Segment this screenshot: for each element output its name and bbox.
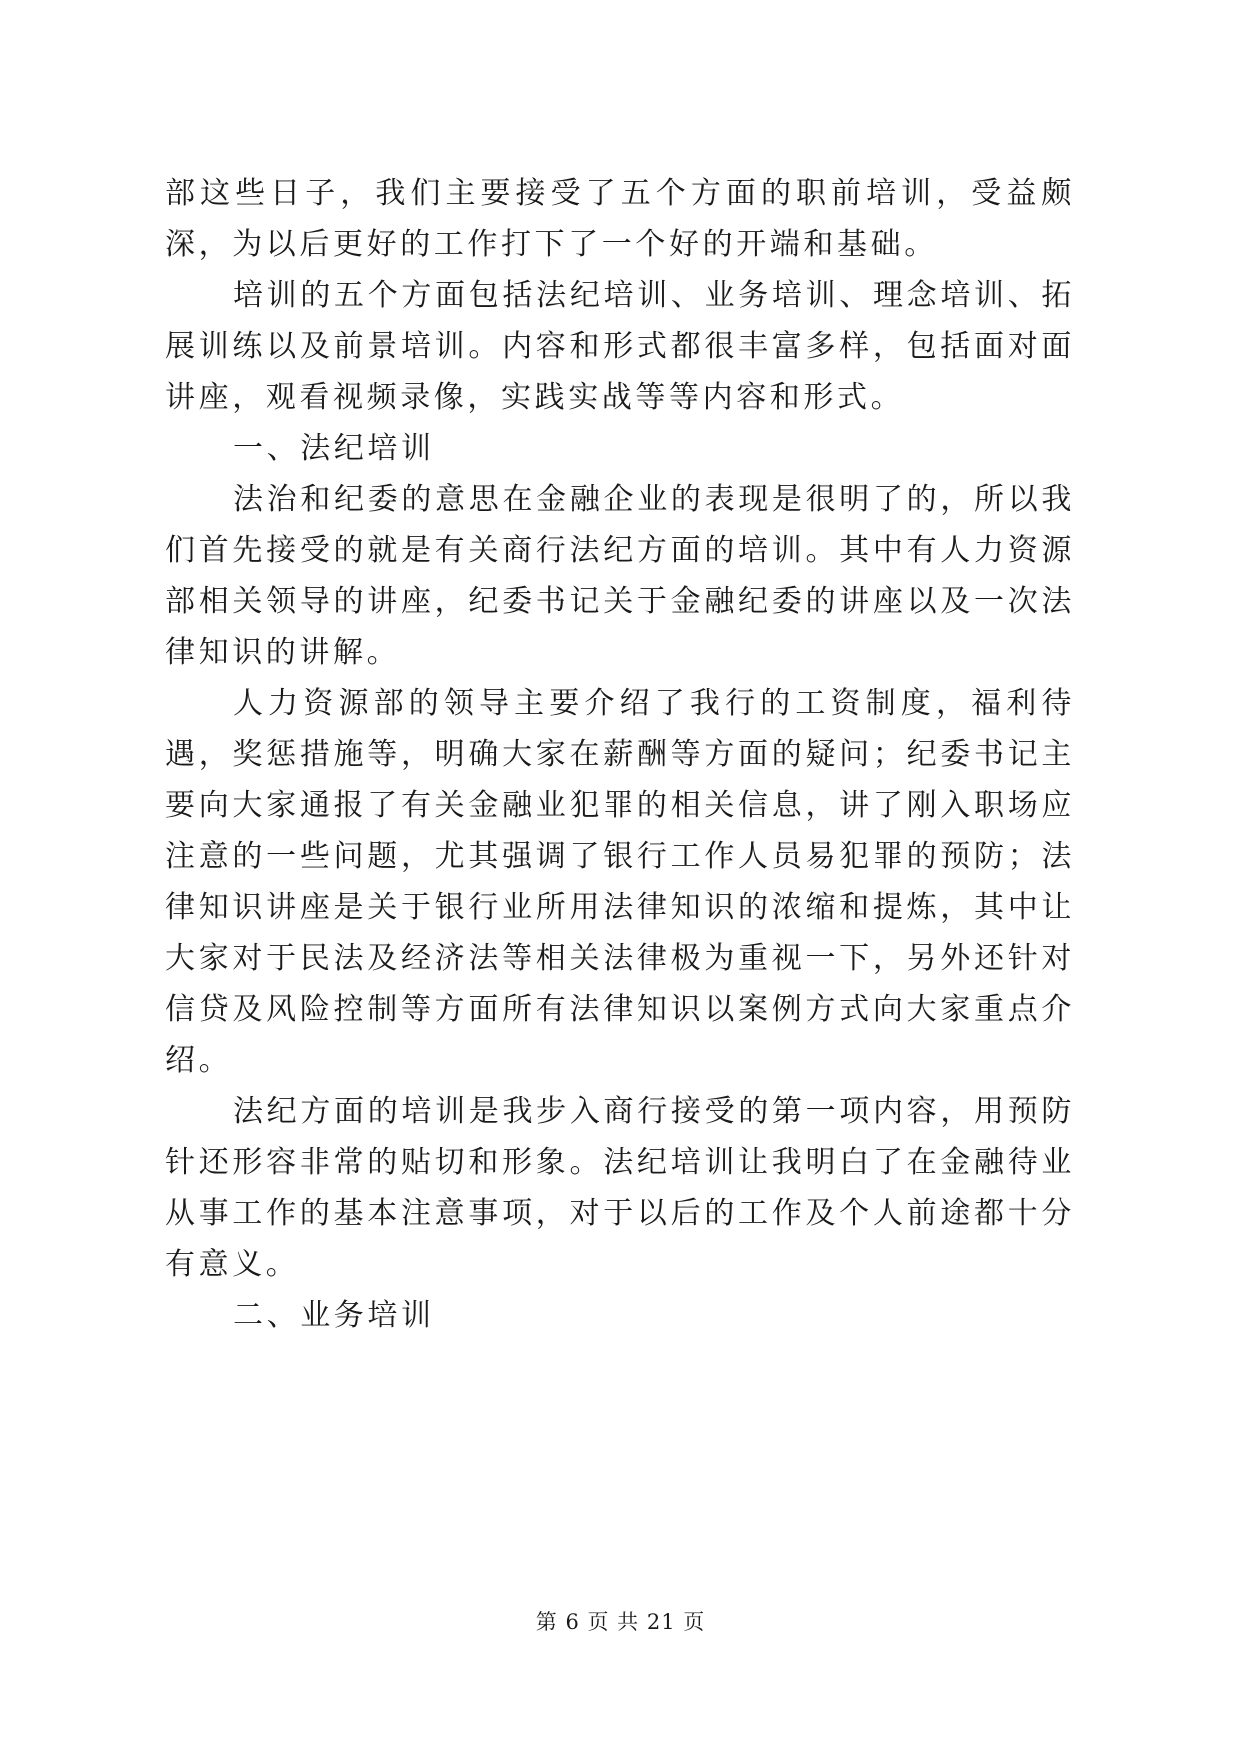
section-heading-business-training: 二、业务培训: [233, 1298, 435, 1333]
paragraph-training-overview: 培训的五个方面包括法纪培训、业务培训、理念培训、拓展训练以及前景培训。内容和形式都很丰富多样，包括面对面讲座，观看视频录像，实践实战等等内容和形式。: [165, 278, 1075, 415]
paragraph-intro-continuation: 部这些日子，我们主要接受了五个方面的职前培训，受益颇深，为以后更好的工作打下了一个好的开端和基础。: [165, 176, 1075, 262]
paragraph-legal-reflection: 法纪方面的培训是我步入商行接受的第一项内容，用预防针还形容非常的贴切和形象。法纪培训让我明白了在金融待业从事工作的基本注意事项，对于以后的工作及个人前途都十分有意义。: [165, 1094, 1075, 1282]
paragraph-legal-details: 人力资源部的领导主要介绍了我行的工资制度，福利待遇，奖惩措施等，明确大家在薪酬等方面的疑问；纪委书记主要向大家通报了有关金融业犯罪的相关信息，讲了刚入职场应注意的一些问题，尤其强调了银行工作人员易犯罪的预防；法律知识讲座是关于银行业所用法律知识的浓缩和提炼，其中让大家对于民法及经济法等相关法律极为重视一下，另外还针对信贷及风险控制等方面所有法律知识以案例方式向大家重点介绍。: [165, 686, 1075, 1078]
paragraph-legal-intro: 法治和纪委的意思在金融企业的表现是很明了的，所以我们首先接受的就是有关商行法纪方面的培训。其中有人力资源部相关领导的讲座，纪委书记关于金融纪委的讲座以及一次法律知识的讲解。: [165, 482, 1075, 670]
body-text: [165, 168, 1075, 1341]
page-number-footer: 第 6 页 共 21 页: [535, 1610, 706, 1634]
section-heading-legal-discipline: 一、法纪培训: [233, 431, 435, 466]
